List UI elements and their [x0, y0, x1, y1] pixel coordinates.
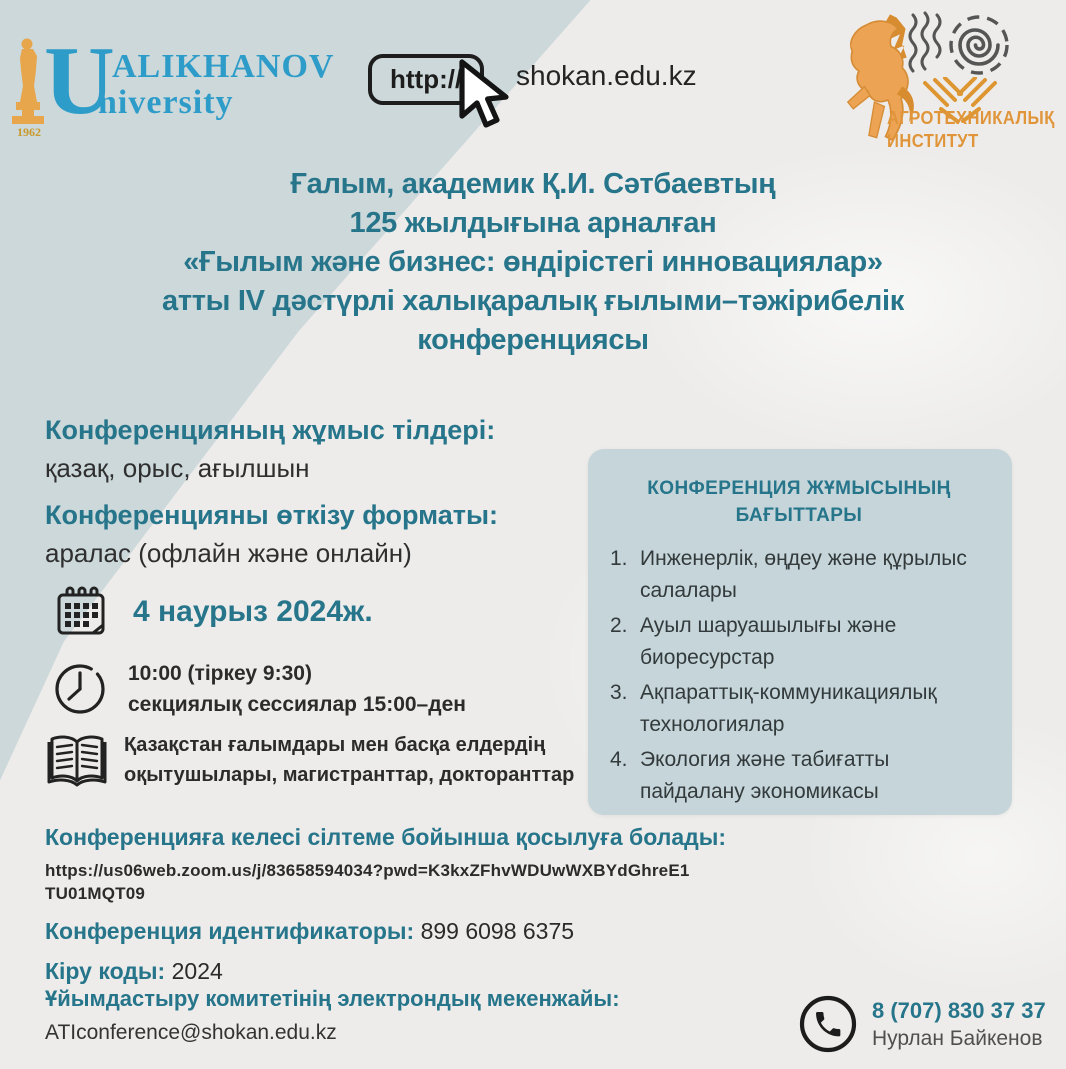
title-line: атты IV дәстүрлі халықаралық ғылыми–тәжірибелік	[162, 285, 904, 317]
phone-icon	[798, 994, 858, 1054]
email-address: ATIconference@shokan.edu.kz	[45, 1021, 337, 1044]
list-item	[610, 543, 988, 607]
participants-line1: Қазақстан ғалымдары мен басқа елдердің	[124, 734, 546, 756]
conference-date: 4 наурыз 2024ж.	[133, 595, 373, 628]
spiral-icon	[907, 7, 1015, 85]
book-icon	[46, 732, 108, 788]
institute-name-line1: АГРОТЕХНИКАЛЫҚ	[887, 108, 1055, 128]
list-item	[610, 677, 988, 741]
access-code-value: 2024	[171, 958, 223, 984]
item-text: Экология және табиғатты пайдалану экономикасы	[640, 748, 890, 803]
access-code-row	[45, 958, 785, 985]
phone-contact	[872, 998, 1046, 1051]
institute-logo	[845, 5, 1060, 160]
format-label: Конференцияны өткізу форматы:	[45, 500, 499, 530]
access-code-label: Кіру коды:	[45, 958, 166, 984]
directions-list	[610, 543, 988, 808]
email-label: Ұйымдастыру комитетінің электрондық мекенжайы:	[45, 986, 620, 1011]
title-line: 125 жылдығына арналған	[349, 207, 717, 239]
item-text: Ауыл шаруашылығы және биоресурстар	[640, 614, 897, 669]
cursor-icon	[456, 58, 514, 132]
website-banner	[368, 48, 728, 148]
directions-title-line1: КОНФЕРЕНЦИЯ ЖҰМЫСЫНЫҢ	[647, 478, 951, 499]
clock-icon	[52, 661, 108, 717]
email-section	[45, 986, 745, 1045]
university-logo	[8, 27, 335, 148]
conference-details	[45, 415, 585, 585]
participants-row	[46, 730, 574, 790]
zoom-link-line1: https://us06web.zoom.us/j/83658594034?pwd=K3kxZFhvWDUwWXBYdGhreE1	[45, 861, 690, 880]
date-row	[55, 585, 373, 639]
phone-section	[798, 994, 1046, 1054]
phone-contact-name: Нурлан Байкенов	[872, 1026, 1043, 1050]
logo-letter-u: U	[44, 27, 115, 135]
languages-value: қазақ, орыс, ағылшын	[45, 453, 310, 483]
format-value: аралас (офлайн және онлайн)	[45, 538, 412, 568]
zoom-link	[45, 859, 785, 905]
title-line: «Ғылым және бизнес: өндірістегі инновациялар»	[183, 246, 883, 278]
conference-time	[128, 658, 466, 720]
http-badge: http://	[368, 54, 484, 105]
participants-line2: оқытушылары, магистранттар, докторанттар	[124, 764, 575, 786]
languages-label: Конференцияның жұмыс тілдері:	[45, 415, 496, 445]
conference-title	[0, 165, 1066, 360]
join-section	[45, 824, 785, 985]
time-line2: секциялық сессиялар 15:00–ден	[128, 693, 466, 716]
item-number: 2.	[610, 614, 628, 637]
item-number: 3.	[610, 681, 628, 704]
zoom-link-line2: TU01MQT09	[45, 884, 146, 903]
list-item	[610, 744, 988, 808]
logo-year: 1962	[17, 125, 41, 139]
conference-id-row	[45, 918, 785, 945]
join-link-label: Конференцияға келесі сілтеме бойынша қосылуға болады:	[45, 824, 727, 850]
website-url: shokan.edu.kz	[516, 60, 697, 91]
institute-name-line2: ИНСТИТУТ	[887, 131, 979, 151]
item-text: Инженерлік, өңдеу және құрылыс салалары	[640, 547, 967, 602]
logo-name-lower: niversity	[98, 84, 234, 121]
time-line1: 10:00 (тіркеу 9:30)	[128, 662, 312, 685]
title-line: Ғалым, академик Қ.И. Сәтбаевтың	[290, 168, 776, 200]
directions-title-line2: БАҒЫТТАРЫ	[735, 505, 863, 526]
calendar-icon	[55, 585, 109, 639]
list-item	[610, 610, 988, 674]
title-line: конференциясы	[417, 324, 649, 356]
item-number: 4.	[610, 748, 628, 771]
phone-number: 8 (707) 830 37 37	[872, 997, 1046, 1023]
participants-text	[124, 730, 574, 790]
conference-id-label: Конференция идентификаторы:	[45, 918, 415, 944]
time-row	[52, 658, 466, 720]
logo-name-caps: ALIKHANOV	[112, 48, 335, 85]
item-number: 1.	[610, 547, 628, 570]
directions-panel	[588, 449, 1012, 815]
conference-id-value: 899 6098 6375	[420, 918, 575, 944]
item-text: Ақпараттық-коммуникациялық технологиялар	[640, 681, 937, 736]
directions-title	[610, 475, 988, 529]
